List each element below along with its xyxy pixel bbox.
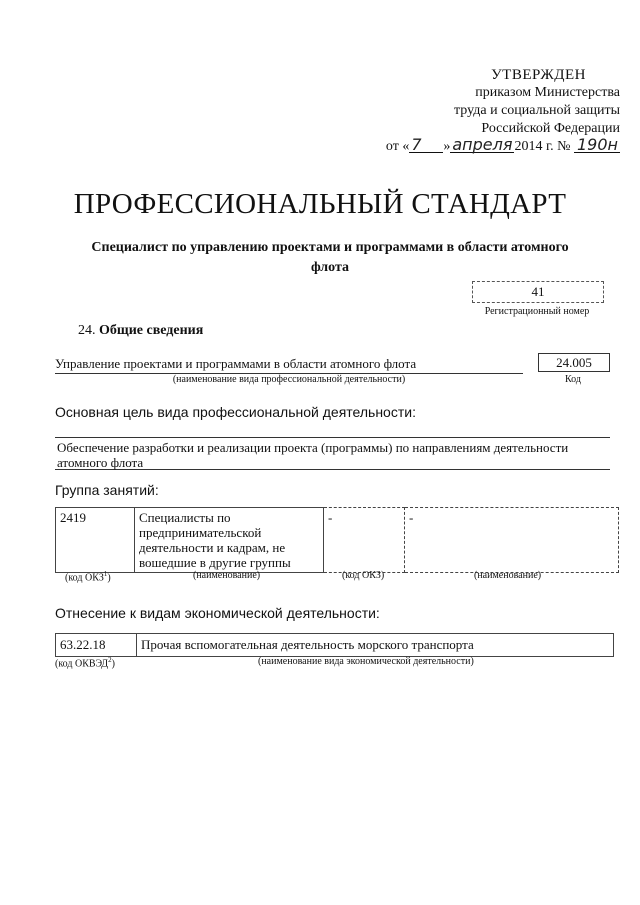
activity-code-label: Код bbox=[565, 374, 581, 385]
approval-date-line bbox=[380, 135, 620, 156]
goal-text-line-2: атомного флота bbox=[57, 455, 144, 470]
okved-name-cell: Прочая вспомогательная деятельность морского транспорта bbox=[137, 634, 614, 657]
okz-code-caption bbox=[65, 570, 111, 583]
approval-block bbox=[380, 66, 620, 156]
goal-text bbox=[55, 437, 610, 470]
approval-line-2: приказом Министерства bbox=[475, 85, 620, 100]
okz-code-caption-text: (код ОКЗ bbox=[65, 572, 104, 584]
economic-activity-label: Отнесение к видам экономической деятельности: bbox=[55, 605, 380, 621]
occupation-group-label: Группа занятий: bbox=[55, 482, 159, 498]
date-year: 2014 г. № bbox=[514, 139, 571, 154]
handwritten-order-number: 190н bbox=[574, 138, 620, 153]
activity-code-box: 24.005 bbox=[538, 353, 610, 372]
footnote-ref-2: 2 bbox=[108, 656, 112, 664]
okz-name-line-3: деятельности и кадрам, не bbox=[139, 540, 286, 555]
okz-code-caption-close: ) bbox=[107, 572, 111, 584]
activity-name: Управление проектами и программами в области атомного флота bbox=[55, 356, 523, 374]
okved-code-cell: 63.22.18 bbox=[56, 634, 137, 657]
section-heading bbox=[78, 323, 203, 339]
okz-code-2-caption: (код ОКЗ) bbox=[342, 570, 385, 581]
standard-name bbox=[60, 238, 600, 278]
economic-activity-table bbox=[55, 633, 614, 657]
okved-code-caption-close: ) bbox=[111, 658, 115, 670]
registration-number-box: 41 bbox=[472, 281, 604, 303]
footnote-ref-1: 1 bbox=[103, 570, 108, 578]
approval-title: УТВЕРЖДЕН bbox=[491, 67, 586, 83]
okz-name-2-caption: (наименование) bbox=[474, 570, 542, 581]
okz-name-caption: (наименование) bbox=[193, 570, 261, 581]
activity-name-caption: (наименование вида профессиональной деятельности) bbox=[172, 374, 406, 385]
table-row bbox=[56, 634, 614, 657]
goal-text-line-1: Обеспечение разработки и реализации проекта (программы) по направлениям деятельности bbox=[57, 440, 569, 455]
registration-number-label: Регистрационный номер bbox=[484, 306, 590, 317]
table-row bbox=[56, 508, 619, 573]
date-prefix: от « bbox=[385, 139, 410, 154]
section-title: Общие сведения bbox=[99, 323, 204, 338]
handwritten-day: 7 bbox=[409, 138, 443, 153]
okz-name-2-cell: - bbox=[405, 508, 619, 573]
approval-line-3: труда и социальной защиты bbox=[454, 103, 620, 118]
okz-name-line-2: предпринимательской bbox=[139, 525, 262, 540]
approval-line-4: Российской Федерации bbox=[481, 121, 620, 136]
standard-name-line-1: Специалист по управлению проектами и программами в области атомного bbox=[91, 240, 569, 255]
occupation-group-table bbox=[55, 507, 619, 573]
quote-close: » bbox=[443, 139, 451, 154]
standard-name-line-2: флота bbox=[310, 260, 350, 275]
section-number: 24. bbox=[78, 323, 96, 338]
goal-label: Основная цель вида профессиональной деятельности: bbox=[55, 404, 416, 420]
okved-name-caption: (наименование вида экономической деятельности) bbox=[258, 656, 474, 667]
okz-name-line-4: вошедшие в другие группы bbox=[139, 555, 291, 570]
okz-name-line-1: Специалисты по bbox=[139, 510, 231, 525]
okz-code-2-cell: - bbox=[324, 508, 405, 573]
okz-code-cell: 2419 bbox=[56, 508, 135, 573]
okved-code-caption-text: (код ОКВЭД bbox=[55, 658, 109, 670]
okved-code-caption bbox=[55, 656, 115, 669]
document-title: ПРОФЕССИОНАЛЬНЫЙ СТАНДАРТ bbox=[73, 188, 567, 220]
handwritten-month: апреля bbox=[452, 135, 513, 154]
okz-name-cell bbox=[135, 508, 324, 573]
